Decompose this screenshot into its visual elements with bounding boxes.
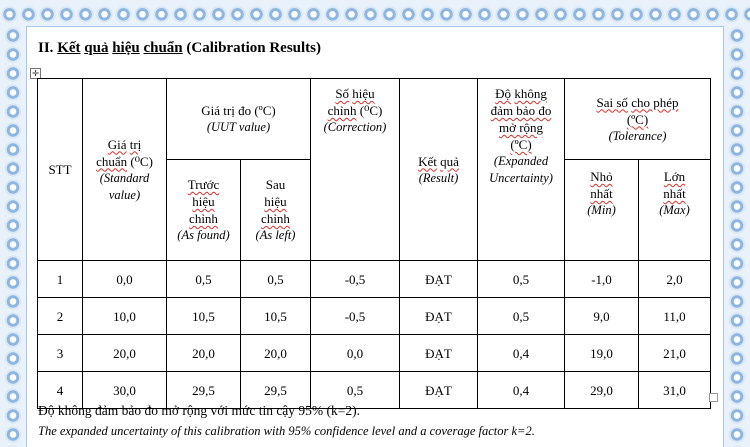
cell-max: 2,0 [639, 261, 711, 298]
cell-max: 21,0 [639, 335, 711, 372]
cell-uncertainty: 0,4 [478, 372, 565, 409]
cell-stt: 3 [38, 335, 83, 372]
cell-stt: 1 [38, 261, 83, 298]
header-before: Trước hiệu chỉnh (As found) [167, 160, 241, 261]
header-stt: STT [38, 79, 83, 261]
ornamental-border-right [723, 26, 750, 447]
header-min: Nhỏ nhất (Min) [565, 160, 639, 261]
cell-stt: 2 [38, 298, 83, 335]
cell-result: ĐẠT [400, 298, 478, 335]
header-tolerance: Sai số cho phép (ºC) (Tolerance) [565, 79, 711, 160]
header-measured: Giá trị đo (ºC) (UUT value) [167, 79, 311, 160]
table-move-handle-icon[interactable]: ✛ [30, 68, 41, 79]
calibration-results-table [37, 78, 711, 409]
header-standard: Giá trị chuẩn (⁰C) (Standard value) [83, 79, 167, 261]
ornamental-border-top [0, 0, 750, 27]
cell-uncertainty: 0,4 [478, 335, 565, 372]
cell-before: 0,5 [167, 261, 241, 298]
cell-correction: -0,5 [311, 261, 400, 298]
cell-correction: -0,5 [311, 298, 400, 335]
cell-min: -1,0 [565, 261, 639, 298]
uncertainty-note-vn: Độ không đảm bảo đo mở rộng với mức tin cậy 95% (k=2). [38, 403, 361, 418]
cell-max: 11,0 [639, 298, 711, 335]
cell-result: ĐẠT [400, 261, 478, 298]
cell-result: ĐẠT [400, 372, 478, 409]
cell-correction: 0,5 [311, 372, 400, 409]
cell-after: 29,5 [241, 372, 311, 409]
table-resize-handle-icon[interactable] [709, 393, 718, 402]
section-heading: II. Kết quả hiệu chuẩn (Calibration Results) [38, 40, 321, 56]
cell-before: 10,5 [167, 298, 241, 335]
header-max: Lớn nhất (Max) [639, 160, 711, 261]
cell-after: 0,5 [241, 261, 311, 298]
table-row [38, 298, 711, 335]
cell-stt: 4 [38, 372, 83, 409]
cell-before: 20,0 [167, 335, 241, 372]
cell-after: 20,0 [241, 335, 311, 372]
table-row [38, 335, 711, 372]
table-row [38, 261, 711, 298]
cell-max: 31,0 [639, 372, 711, 409]
cell-correction: 0,0 [311, 335, 400, 372]
cell-after: 10,5 [241, 298, 311, 335]
header-after: Sau hiệu chỉnh (As left) [241, 160, 311, 261]
cell-uncertainty: 0,5 [478, 298, 565, 335]
cell-standard: 20,0 [83, 335, 167, 372]
cell-min[interactable]: 9,0 [565, 298, 639, 335]
cell-standard: 0,0 [83, 261, 167, 298]
cell-min: 19,0 [565, 335, 639, 372]
cell-standard: 30,0 [83, 372, 167, 409]
header-result: Kết quả (Result) [400, 79, 478, 261]
cell-result: ĐẠT [400, 335, 478, 372]
ornamental-border-left [0, 26, 27, 447]
uncertainty-note-en: The expanded uncertainty of this calibration with 95% confidence level and a coverage factor k=2. [38, 424, 535, 438]
cell-min: 29,0 [565, 372, 639, 409]
cell-before: 29,5 [167, 372, 241, 409]
header-uncertainty: Độ không đảm bảo đo mở rộng (ºC) (Expanded Uncertainty) [478, 79, 565, 261]
header-correction: Số hiệu chỉnh (⁰C) (Correction) [311, 79, 400, 261]
cell-uncertainty: 0,5 [478, 261, 565, 298]
cell-standard: 10,0 [83, 298, 167, 335]
